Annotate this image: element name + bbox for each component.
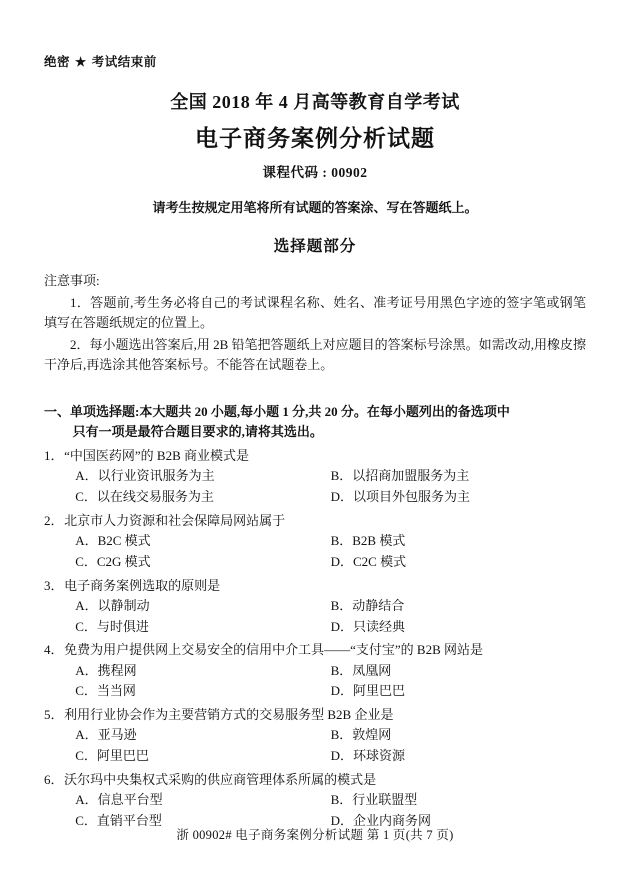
option-c[interactable] <box>75 746 330 767</box>
question-text: 沃尔玛中央集权式采购的供应商管理体系所属的模式是 <box>64 771 377 787</box>
question-text: 免费为用户提供网上交易安全的信用中介工具——“支付宝”的 B2B 网站是 <box>64 642 484 658</box>
option-text: 直销平台型 <box>96 812 162 828</box>
option-label: C． <box>75 553 97 569</box>
question-number: 5． <box>44 707 64 723</box>
option-label: A． <box>75 727 98 743</box>
option-text: C2G 模式 <box>96 553 151 569</box>
option-text: 以项目外包服务为主 <box>352 489 470 505</box>
note-item: 2．每小题选出答案后,用 2B 铅笔把答题纸上对应题目的答案标号涂黑。如需改动,用橡皮擦干净后,再选涂其他答案标号。不能答在试题卷上。 <box>44 337 586 373</box>
option-label: D． <box>330 812 353 828</box>
option-text: 亚马逊 <box>97 727 137 743</box>
question-item <box>44 576 586 638</box>
option-label: B． <box>330 727 353 743</box>
option-list <box>44 661 586 703</box>
option-list <box>44 466 586 508</box>
option-text: 敦煌网 <box>352 727 392 743</box>
option-label: A． <box>75 662 98 678</box>
option-d[interactable] <box>331 746 586 767</box>
paper-title: 电子商务案例分析试题 <box>195 126 435 151</box>
star-icon: ★ <box>75 55 87 69</box>
option-b[interactable] <box>331 466 586 487</box>
question-number: 4． <box>44 642 64 658</box>
option-label: B． <box>330 597 353 613</box>
option-label: B． <box>330 791 353 807</box>
question-text: 利用行业协会作为主要营销方式的交易服务型 B2B 企业是 <box>64 707 394 723</box>
option-label: C． <box>75 812 97 828</box>
secret-suffix: 考试结束前 <box>91 55 157 69</box>
pen-notice: 请考生按规定用笔将所有试题的答案涂、写在答题纸上。 <box>152 200 478 215</box>
option-text: 凤凰网 <box>352 662 392 678</box>
option-a[interactable] <box>75 725 330 746</box>
option-d[interactable] <box>331 617 586 638</box>
option-b[interactable] <box>331 790 586 811</box>
question-stem <box>44 640 586 660</box>
question-text: “中国医药网”的 B2B 商业模式是 <box>64 448 250 464</box>
option-label: A． <box>75 468 98 484</box>
option-a[interactable] <box>75 531 330 552</box>
part-one-heading-line1: 一、单项选择题:本大题共 20 小题,每小题 1 分,共 20 分。在每小题列出的备选项中 <box>44 403 510 419</box>
option-d[interactable] <box>331 487 586 508</box>
option-text: 以在线交易服务为主 <box>96 489 214 505</box>
question-item <box>44 640 586 702</box>
part-one-heading <box>44 402 586 444</box>
option-label: C． <box>75 489 97 505</box>
option-text: 以行业资讯服务为主 <box>97 468 215 484</box>
option-label: D． <box>330 748 353 764</box>
question-stem <box>44 576 586 596</box>
question-number: 3． <box>44 577 64 593</box>
page-footer: 浙 00902# 电子商务案例分析试题 第 1 页(共 7 页) <box>176 828 454 842</box>
secret-line <box>44 52 586 70</box>
question-item <box>44 705 586 767</box>
secret-label: 绝密 <box>44 55 71 69</box>
option-label: C． <box>75 683 97 699</box>
option-list <box>44 531 586 573</box>
option-c[interactable] <box>75 552 330 573</box>
option-text: 阿里巴巴 <box>96 748 149 764</box>
option-label: A． <box>75 533 98 549</box>
option-text: 以静制动 <box>97 597 150 613</box>
option-text: 以招商加盟服务为主 <box>352 468 470 484</box>
question-number: 1． <box>44 448 64 464</box>
option-list <box>44 725 586 767</box>
option-d[interactable] <box>331 552 586 573</box>
option-label: B． <box>330 468 353 484</box>
option-text: 只读经典 <box>352 618 405 634</box>
question-stem <box>44 446 586 466</box>
option-text: 阿里巴巴 <box>352 683 405 699</box>
option-text: 信息平台型 <box>97 791 163 807</box>
option-label: D． <box>330 618 353 634</box>
option-list <box>44 596 586 638</box>
option-label: A． <box>75 597 98 613</box>
option-a[interactable] <box>75 596 330 617</box>
option-b[interactable] <box>331 725 586 746</box>
option-text: B2B 模式 <box>352 533 406 549</box>
course-code: 课程代码 : 00902 <box>262 165 368 180</box>
option-a[interactable] <box>75 466 330 487</box>
option-a[interactable] <box>75 661 330 682</box>
option-label: D． <box>330 489 353 505</box>
question-number: 2． <box>44 512 64 528</box>
option-b[interactable] <box>331 596 586 617</box>
exam-title: 全国 2018 年 4 月高等教育自学考试 <box>170 92 460 112</box>
option-text: 与时俱进 <box>96 618 149 634</box>
option-text: 企业内商务网 <box>352 812 431 828</box>
question-stem <box>44 511 586 531</box>
question-text: 电子商务案例选取的原则是 <box>64 577 221 593</box>
option-b[interactable] <box>331 661 586 682</box>
choice-section-title: 选择题部分 <box>273 238 357 255</box>
question-item <box>44 446 586 508</box>
option-c[interactable] <box>75 681 330 702</box>
question-item <box>44 770 586 832</box>
option-label: C． <box>75 618 97 634</box>
option-c[interactable] <box>75 617 330 638</box>
option-label: A． <box>75 791 98 807</box>
option-label: B． <box>330 662 353 678</box>
question-stem <box>44 705 586 725</box>
option-text: 当当网 <box>96 683 136 699</box>
option-text: C2C 模式 <box>352 553 407 569</box>
option-text: 携程网 <box>97 662 137 678</box>
option-label: D． <box>330 553 353 569</box>
part-one-heading-line2: 只有一项是最符合题目要求的,请将其选出。 <box>72 424 323 440</box>
option-text: 环球资源 <box>352 748 405 764</box>
option-label: C． <box>75 748 97 764</box>
option-text: 动静结合 <box>352 597 405 613</box>
question-stem <box>44 770 586 790</box>
option-b[interactable] <box>331 531 586 552</box>
question-item <box>44 511 586 573</box>
question-text: 北京市人力资源和社会保障局网站属于 <box>64 512 286 528</box>
option-a[interactable] <box>75 790 330 811</box>
option-text: 行业联盟型 <box>352 791 418 807</box>
notes-title: 注意事项: <box>44 273 100 288</box>
option-d[interactable] <box>331 681 586 702</box>
note-item: 1．答题前,考生务必将自己的考试课程名称、姓名、准考证号用黑色字迹的签字笔或钢笔填写在答题纸规定的位置上。 <box>44 295 586 331</box>
option-text: B2C 模式 <box>97 533 151 549</box>
option-c[interactable] <box>75 487 330 508</box>
option-label: B． <box>330 533 353 549</box>
question-number: 6． <box>44 771 64 787</box>
option-label: D． <box>330 683 353 699</box>
